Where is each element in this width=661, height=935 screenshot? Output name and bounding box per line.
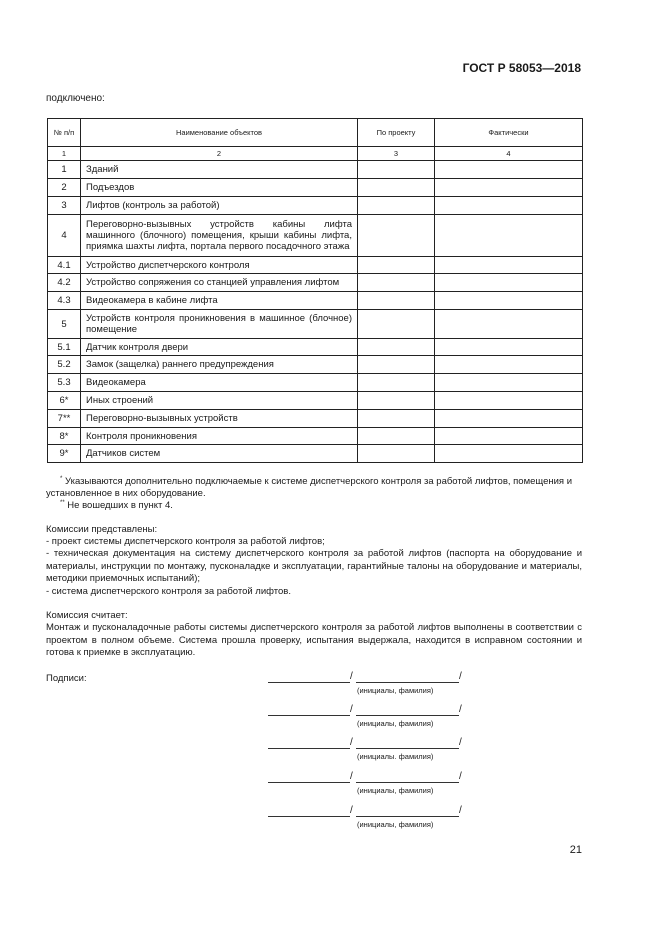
row-actual [435,161,583,179]
row-number: 4.2 [48,274,81,292]
table-row [48,356,583,374]
signature-slash: / [350,671,353,682]
table-row [48,292,583,310]
signature-slash: / [459,737,462,748]
table-row [48,310,583,339]
header-number: № п/п [48,119,81,147]
row-planned [358,274,435,292]
row-actual [435,410,583,428]
signature-line [268,748,350,749]
row-planned [358,356,435,374]
row-planned [358,339,435,356]
footnote-text: Не вошедших в пункт 4. [64,500,173,511]
footnote-mark: ** [60,500,65,506]
table-index-row [48,147,583,161]
index-cell: 2 [81,147,358,161]
commission-title: Комиссии представлены: [46,524,158,535]
signature-slash: / [350,737,353,748]
table-row [48,428,583,445]
row-number: 4 [48,215,81,257]
row-planned [358,197,435,215]
conclusion-title: Комиссия считает: [46,610,128,621]
row-planned [358,257,435,274]
row-number: 6* [48,392,81,410]
row-name: Датчиков систем [81,445,358,463]
row-planned [358,410,435,428]
row-planned [358,292,435,310]
row-number: 3 [48,197,81,215]
table-row [48,257,583,274]
row-planned [358,215,435,257]
row-actual [435,197,583,215]
commission-item: - проект системы диспетчерского контроля за работой лифтов; [46,536,325,547]
header-planned: По проекту [358,119,435,147]
index-cell: 1 [48,147,81,161]
header-name: Наименование объектов [81,119,358,147]
page-number: 21 [569,844,582,856]
row-name: Видеокамера [81,374,358,392]
row-actual [435,310,583,339]
conclusion-text: Монтаж и пусконаладочные работы системы диспетчерского контроля за работой лифтов выполнены в соответствии с проектом в полном объеме. Система прошла проверку, испытания выдержала, находится в исправном состоянии и готова к приемке в эксплуатацию. [46,622,582,658]
signature-slash: / [459,771,462,782]
row-name: Устройство диспетчерского контроля [81,257,358,274]
row-actual [435,179,583,197]
table-row [48,410,583,428]
row-number: 4.3 [48,292,81,310]
signatures-label: Подписи: [46,673,87,684]
row-name: Датчик контроля двери [81,339,358,356]
row-actual [435,428,583,445]
signature-line [268,782,350,783]
index-cell: 3 [358,147,435,161]
row-number: 4.1 [48,257,81,274]
signature-slash: / [350,805,353,816]
footnote-2 [46,500,582,512]
index-cell: 4 [435,147,583,161]
name-line [356,715,459,716]
signature-line [268,715,350,716]
signature-slash: / [459,805,462,816]
table-row [48,161,583,179]
signature-line [268,816,350,817]
table-header-row [48,119,583,147]
name-line [356,748,459,749]
row-actual [435,257,583,274]
table-row [48,274,583,292]
signature-line [268,682,350,683]
objects-table [47,118,583,463]
name-line [356,816,459,817]
table-row [48,215,583,257]
signature-slash: / [459,671,462,682]
row-number: 9* [48,445,81,463]
row-name: Переговорно-вызывных устройств [81,410,358,428]
signature-slash: / [459,704,462,715]
signature-slash: / [350,704,353,715]
table-row [48,392,583,410]
row-name: Лифтов (контроль за работой) [81,197,358,215]
row-actual [435,274,583,292]
name-line [356,682,459,683]
row-actual [435,292,583,310]
row-name: Зданий [81,161,358,179]
row-number: 8* [48,428,81,445]
row-actual [435,392,583,410]
intro-text: подключено: [46,93,105,104]
commission-item: - техническая документация на систему диспетчерского контроля за работой лифтов (паспорта на оборудование и материалы, инструкции по монтажу, пусконаладке и эксплуатации, гарантийные талоны на оборудование и материалы, методики приемочных испытаний); [46,548,582,584]
row-name: Устройство сопряжения со станцией управления лифтом [81,274,358,292]
document-header: ГОСТ Р 58053—2018 [462,61,581,75]
row-number: 7** [48,410,81,428]
row-number: 5 [48,310,81,339]
name-line [356,782,459,783]
header-actual: Фактически [435,119,583,147]
footnote-1 [46,476,582,500]
row-name: Видеокамера в кабине лифта [81,292,358,310]
row-name: Замок (защелка) раннего предупреждения [81,356,358,374]
footnote-text: Указываются дополнительно подключаемые к системе диспетчерского контроля за работой лифтов, помещения и установленное в них оборудование. [46,476,573,499]
row-planned [358,445,435,463]
row-planned [358,392,435,410]
signature-caption: (инициалы. фамилия) [357,752,434,761]
table-row [48,374,583,392]
row-number: 5.3 [48,374,81,392]
commission-item: - система диспетчерского контроля за работой лифтов. [46,586,291,597]
row-number: 1 [48,161,81,179]
row-number: 2 [48,179,81,197]
footnote-mark: * [60,476,63,482]
signature-slash: / [350,771,353,782]
row-number: 5.2 [48,356,81,374]
table-row [48,339,583,356]
row-name: Иных строений [81,392,358,410]
row-planned [358,161,435,179]
row-actual [435,356,583,374]
table-row [48,179,583,197]
row-name: Контроля проникновения [81,428,358,445]
signature-caption: (инициалы, фамилия) [357,820,434,829]
row-actual [435,339,583,356]
signature-caption: (инициалы, фамилия) [357,786,434,795]
row-planned [358,179,435,197]
row-name: Устройств контроля проникновения в машинное (блочное) помещение [81,310,358,339]
table-row [48,197,583,215]
row-name: Подъездов [81,179,358,197]
row-planned [358,374,435,392]
row-actual [435,374,583,392]
row-planned [358,428,435,445]
signature-caption: (инициалы, фамилия) [357,719,434,728]
row-planned [358,310,435,339]
row-name: Переговорно-вызывных устройств кабины лифта машинного (блочного) помещения, крыши кабины лифта, приямка шахты лифта, портала первого посадочного этажа [81,215,358,257]
row-actual [435,445,583,463]
table-row [48,445,583,463]
row-actual [435,215,583,257]
signature-caption: (инициалы, фамилия) [357,686,434,695]
row-number: 5.1 [48,339,81,356]
